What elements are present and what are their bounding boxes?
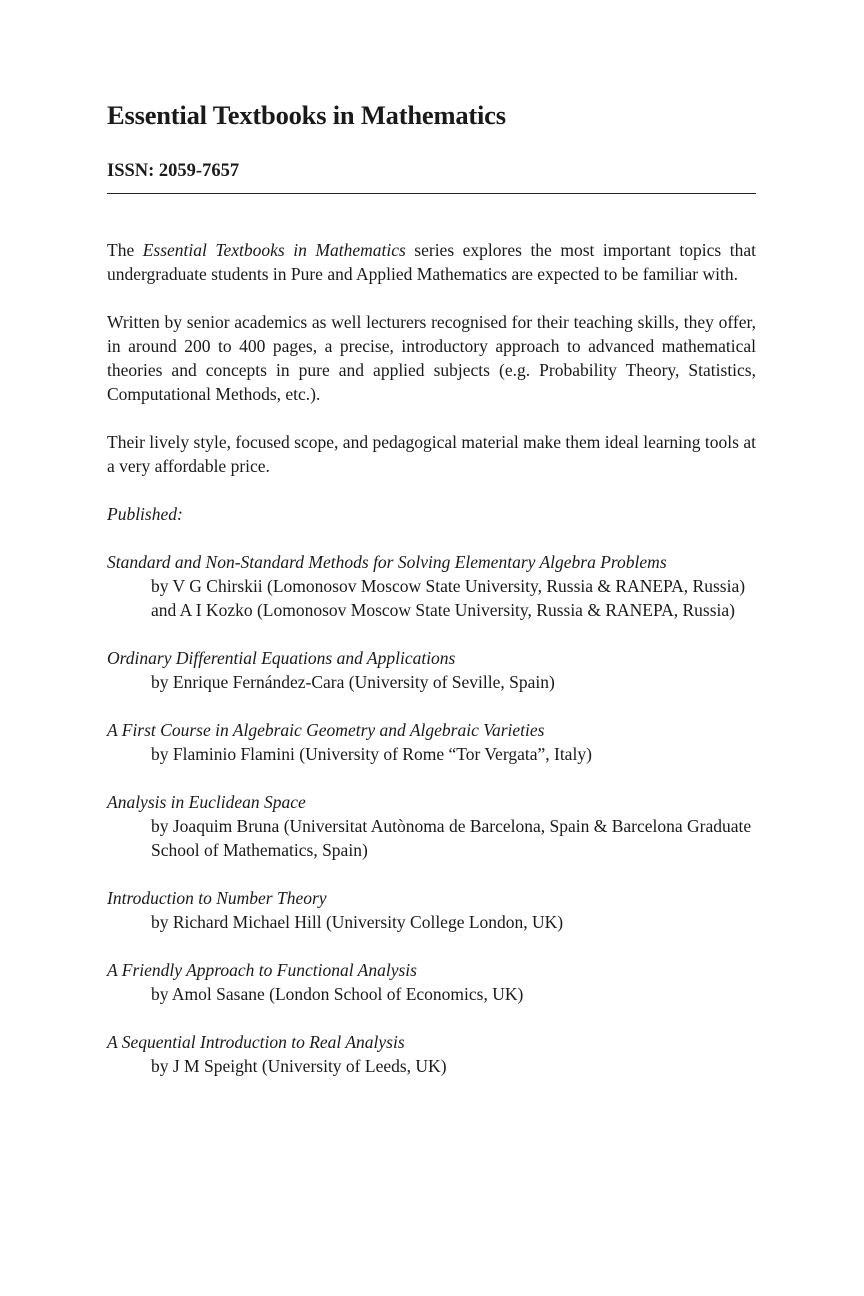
- issn-label: ISSN: 2059-7657: [107, 161, 240, 181]
- published-heading: Published:: [107, 504, 183, 524]
- intro-paragraph-3: Their lively style, focused scope, and pedagogical material make them ideal learning tools at a very affordable price.: [107, 432, 756, 476]
- book-author: by Joaquim Bruna (Universitat Autònoma de Barcelona, Spain & Barcelona Graduate School of Mathematics, Spain): [151, 816, 752, 860]
- book-entry: [107, 790, 756, 862]
- intro-p1-prefix: The: [107, 240, 143, 260]
- book-title: Ordinary Differential Equations and Applications: [107, 648, 456, 668]
- book-title: A Sequential Introduction to Real Analysis: [107, 1032, 405, 1052]
- book-title: Analysis in Euclidean Space: [107, 792, 306, 812]
- series-title: Essential Textbooks in Mathematics: [107, 100, 506, 130]
- book-entry: [107, 1030, 756, 1078]
- intro-paragraph-1: [107, 238, 756, 286]
- book-author: by Amol Sasane (London School of Economics, UK): [151, 984, 524, 1004]
- series-description: [107, 238, 756, 1102]
- intro-p1-suffix: series explores the most important topics that undergraduate students in Pure and Applied Mathematics are expected to be familiar with.: [107, 240, 756, 284]
- book-entry: [107, 550, 756, 622]
- divider-rule: [107, 193, 756, 194]
- book-entry: [107, 718, 756, 766]
- book-title: Introduction to Number Theory: [107, 888, 327, 908]
- book-author: by Enrique Fernández-Cara (University of Seville, Spain): [151, 672, 555, 692]
- book-author: by Richard Michael Hill (University College London, UK): [151, 912, 564, 932]
- intro-paragraph-2: Written by senior academics as well lecturers recognised for their teaching skills, they offer, in around 200 to 400 pages, a precise, introductory approach to advanced mathematical theories and concepts in pure and applied subjects (e.g. Probability Theory, Statistics, Computational Methods, etc.).: [107, 312, 756, 404]
- series-name-italic: Essential Textbooks in Mathematics: [142, 240, 406, 260]
- book-author: by Flaminio Flamini (University of Rome “Tor Vergata”, Italy): [151, 744, 592, 764]
- book-title: Standard and Non-Standard Methods for Solving Elementary Algebra Problems: [107, 552, 667, 572]
- book-author: by J M Speight (University of Leeds, UK): [151, 1056, 447, 1076]
- book-title: A Friendly Approach to Functional Analysis: [107, 960, 417, 980]
- book-author: by V G Chirskii (Lomonosov Moscow State University, Russia & RANEPA, Russia) and A I Kozko (Lomonosov Moscow State University, Russia & RANEPA, Russia): [151, 576, 746, 620]
- book-title: A First Course in Algebraic Geometry and Algebraic Varieties: [107, 720, 545, 740]
- book-entry: [107, 958, 756, 1006]
- book-entry: [107, 646, 756, 694]
- book-entry: [107, 886, 756, 934]
